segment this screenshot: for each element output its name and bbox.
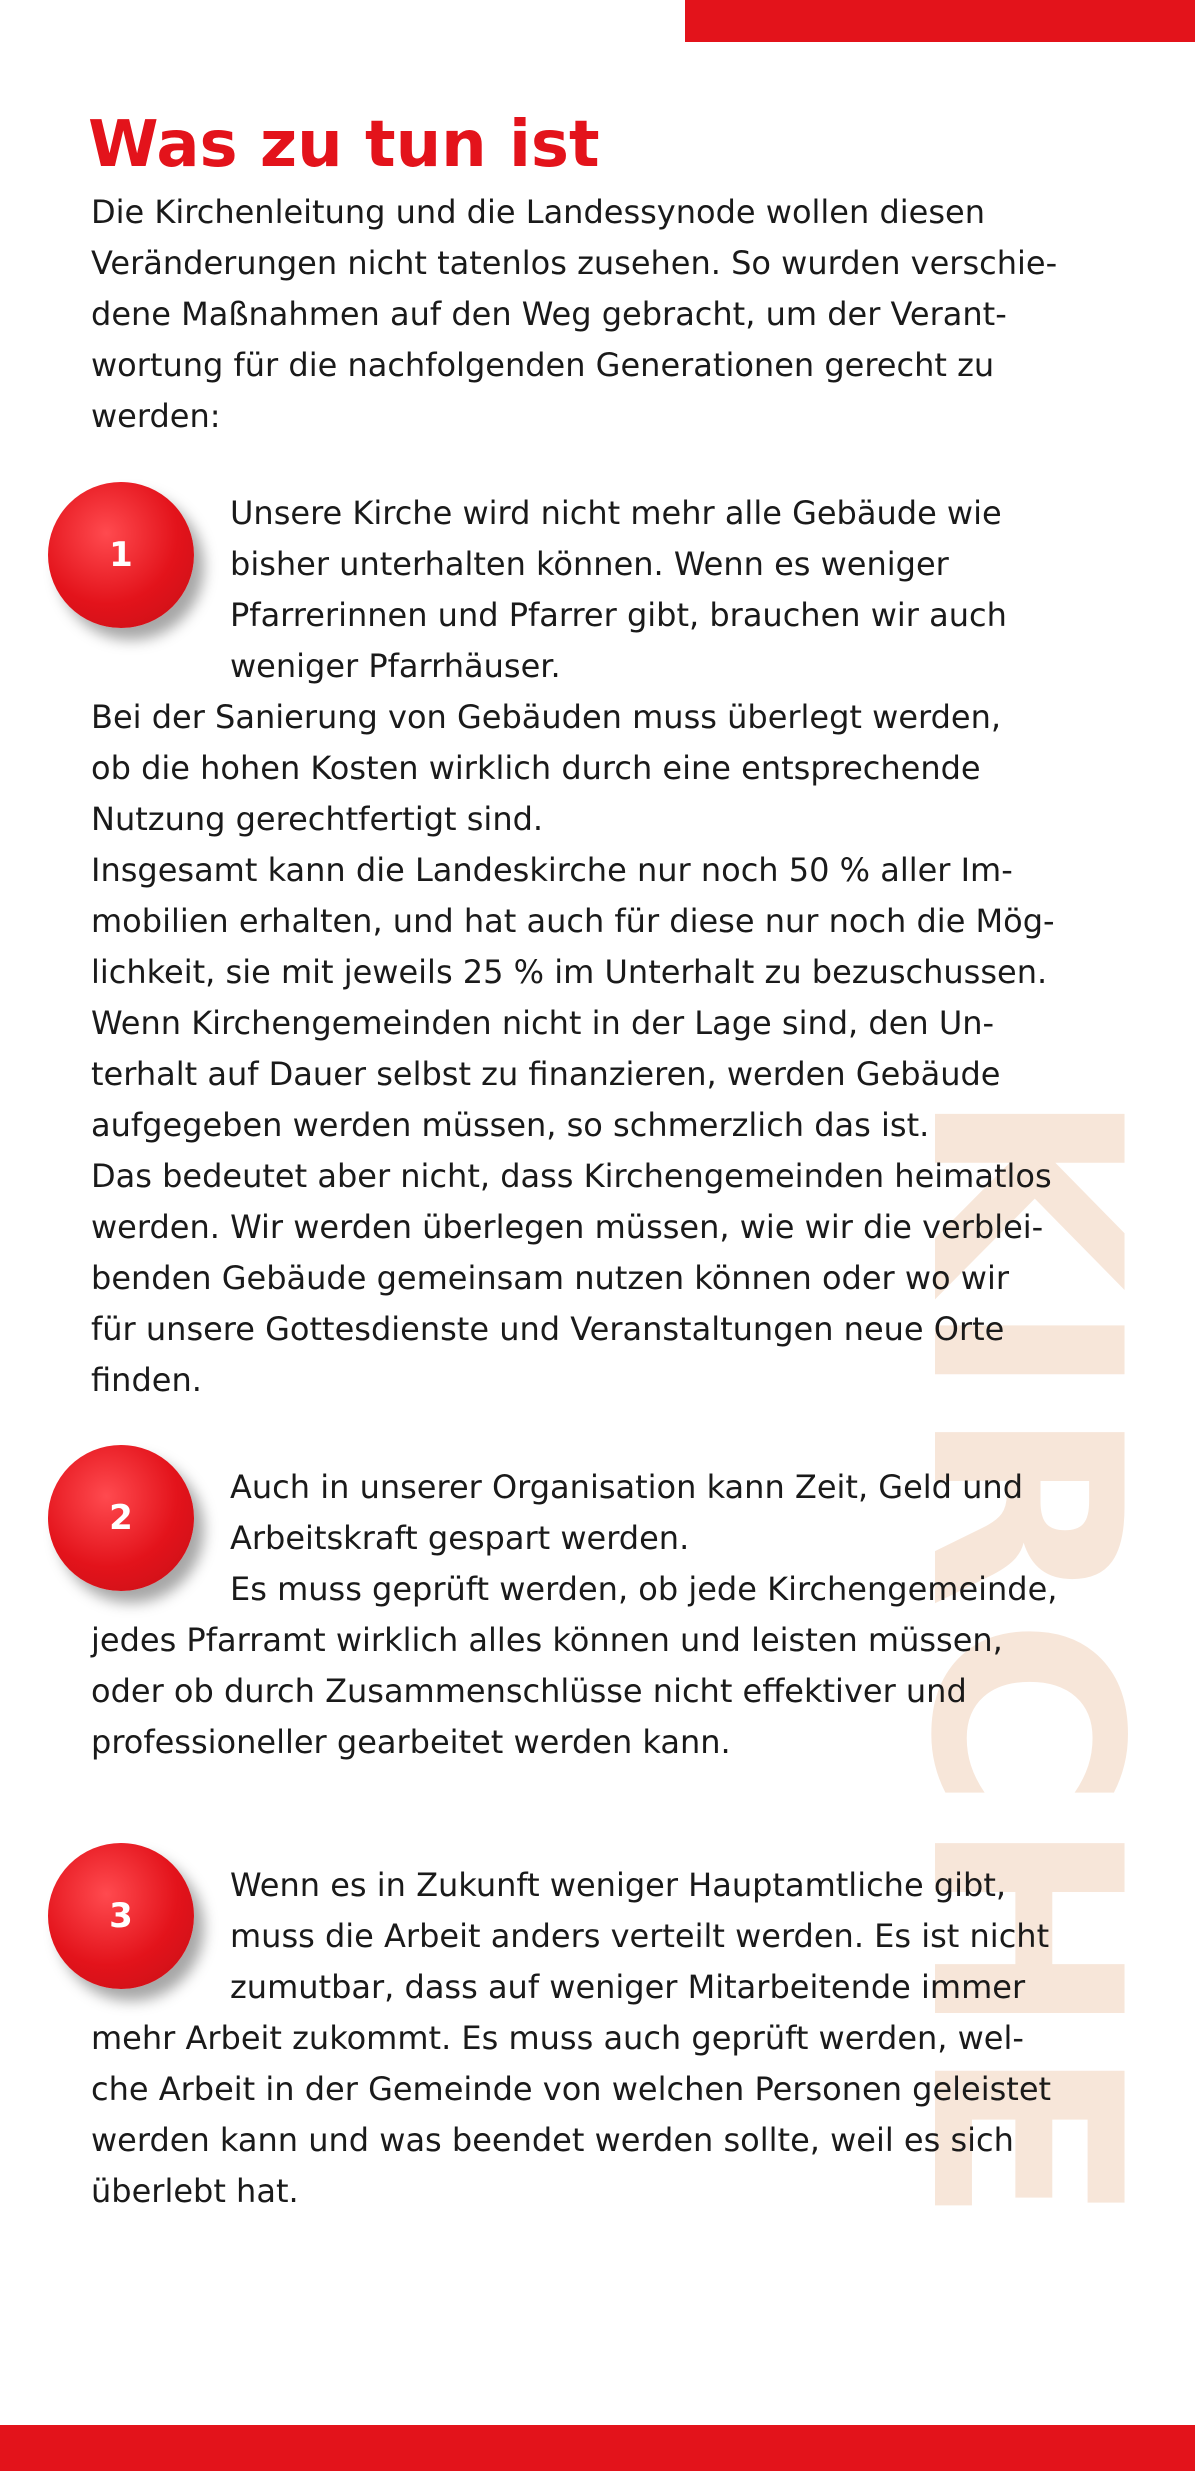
intro-line: werden:: [91, 397, 221, 435]
text-line: Wenn Kirchengemeinden nicht in der Lage sind, den Un-: [91, 1004, 995, 1042]
text-line: Insgesamt kann die Landeskirche nur noch 50 % aller Im-: [91, 851, 1013, 889]
text-line: oder ob durch Zusammenschlüsse nicht effektiver und: [91, 1672, 967, 1710]
intro-paragraph: [91, 187, 1057, 442]
text-line: Wenn es in Zukunft weniger Hauptamtliche gibt,: [230, 1866, 1007, 1904]
intro-line: Veränderungen nicht tatenlos zusehen. So wurden verschie-: [91, 244, 1058, 282]
intro-line: wortung für die nachfolgenden Generationen gerecht zu: [91, 346, 995, 384]
text-line: Es muss geprüft werden, ob jede Kirchengemeinde,: [230, 1570, 1058, 1608]
text-line: jedes Pfarramt wirklich alles können und leisten müssen,: [91, 1621, 1003, 1659]
page-title: Was zu tun ist: [88, 108, 600, 182]
text-line: ob die hohen Kosten wirklich durch eine entsprechende: [91, 749, 981, 787]
text-line: Arbeitskraft gespart werden.: [230, 1519, 690, 1557]
text-line: Bei der Sanierung von Gebäuden muss überlegt werden,: [91, 698, 1002, 736]
text-line: professioneller gearbeitet werden kann.: [91, 1723, 731, 1761]
text-line: werden. Wir werden überlegen müssen, wie wir die verblei-: [91, 1208, 1044, 1246]
text-line: lichkeit, sie mit jeweils 25 % im Unterhalt zu bezuschussen.: [91, 953, 1048, 991]
text-line: Das bedeutet aber nicht, dass Kirchengemeinden heimatlos: [91, 1157, 1052, 1195]
measure-text-1-cont: [91, 692, 1055, 1406]
number-badge-3: 3: [48, 1843, 194, 1989]
text-line: finden.: [91, 1361, 202, 1399]
text-line: für unsere Gottesdienste und Veranstaltungen neue Orte: [91, 1310, 1005, 1348]
measure-text-2: [230, 1462, 1057, 1615]
text-line: Nutzung gerechtfertigt sind.: [91, 800, 544, 838]
text-line: terhalt auf Dauer selbst zu finanzieren, werden Gebäude: [91, 1055, 1001, 1093]
measure-text-3: [230, 1860, 1049, 2013]
intro-line: dene Maßnahmen auf den Weg gebracht, um der Verant-: [91, 295, 1007, 333]
intro-line: Die Kirchenleitung und die Landessynode wollen diesen: [91, 193, 985, 231]
measure-text-2-cont: [91, 1615, 1003, 1768]
text-line: muss die Arbeit anders verteilt werden. Es ist nicht: [230, 1917, 1050, 1955]
number-badge-1: 1: [48, 482, 194, 628]
text-line: che Arbeit in der Gemeinde von welchen Personen geleistet: [91, 2070, 1052, 2108]
text-line: werden kann und was beendet werden sollte, weil es sich: [91, 2121, 1014, 2159]
text-line: Auch in unserer Organisation kann Zeit, Geld und: [230, 1468, 1024, 1506]
text-line: Pfarrerinnen und Pfarrer gibt, brauchen wir auch: [230, 596, 1007, 634]
text-line: überlebt hat.: [91, 2172, 299, 2210]
watermark: KIRCHE: [873, 1090, 1175, 2235]
top-accent-bar: [685, 0, 1195, 42]
measure-text-3-cont: [91, 2013, 1051, 2217]
text-line: weniger Pfarrhäuser.: [230, 647, 561, 685]
number-badge-2: 2: [48, 1445, 194, 1591]
measure-text-1: [230, 488, 1007, 692]
text-line: aufgegeben werden müssen, so schmerzlich das ist.: [91, 1106, 930, 1144]
text-line: zumutbar, dass auf weniger Mitarbeitende immer: [230, 1968, 1026, 2006]
text-line: bisher unterhalten können. Wenn es weniger: [230, 545, 949, 583]
text-line: mehr Arbeit zukommt. Es muss auch geprüft werden, wel-: [91, 2019, 1024, 2057]
text-line: benden Gebäude gemeinsam nutzen können oder wo wir: [91, 1259, 1010, 1297]
bottom-accent-bar: [0, 2425, 1195, 2471]
text-line: Unsere Kirche wird nicht mehr alle Gebäude wie: [230, 494, 1002, 532]
text-line: mobilien erhalten, und hat auch für diese nur noch die Mög-: [91, 902, 1055, 940]
